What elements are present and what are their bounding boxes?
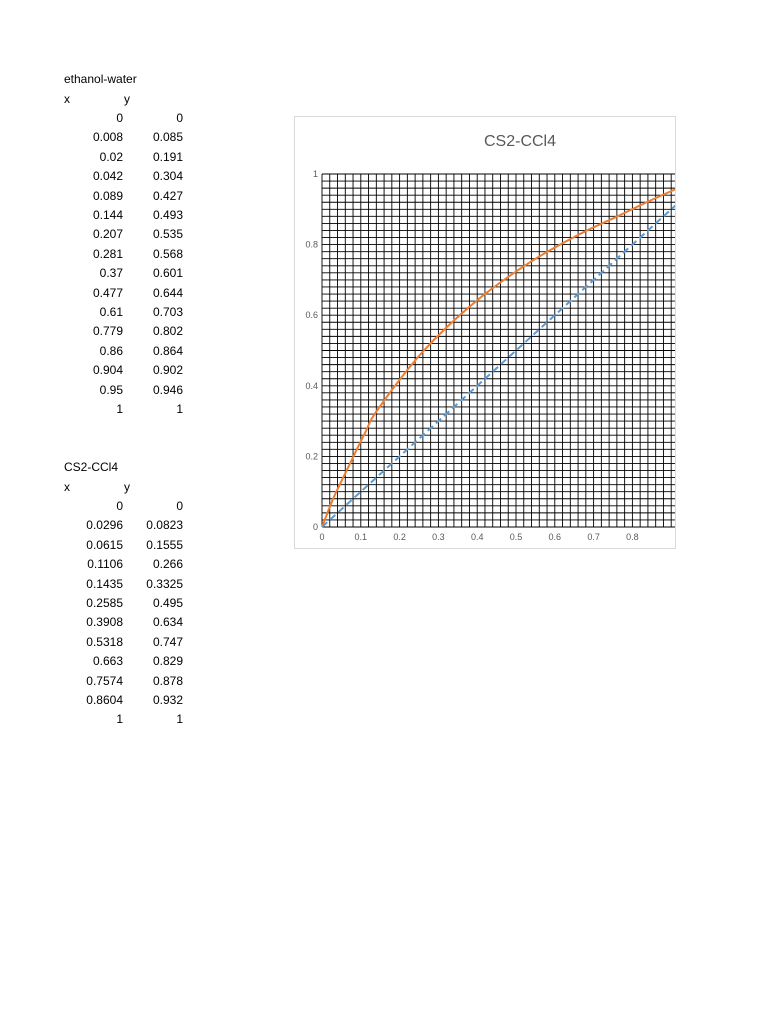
table-cell-y: 0.644 [152,285,183,300]
table-cell-x: 0 [116,499,123,513]
table-cell-y: 0.3325 [146,576,183,591]
y-tick-label: 0.2 [305,451,318,462]
table-cell-x: 0.8604 [86,693,123,707]
x-tick-label: 0 [319,532,325,542]
table-cell-x: 0.02 [99,149,123,164]
table-cell-y: 0.191 [152,149,183,164]
table-cell-x: 0.61 [99,305,123,319]
table-title-ethanol-water: ethanol-water [64,72,137,86]
table-cell-x: 0.37 [99,266,123,281]
x-tick-label: 0.6 [548,532,562,542]
table-cell-y: 0.493 [152,208,183,222]
table-cell-x: 0.144 [92,208,123,222]
table-cell-y: 0.568 [152,246,183,261]
x-tick-label: 0.3 [432,532,445,542]
table-cell-x: 0.3908 [86,615,123,630]
table-cell-x: 0.042 [92,169,123,184]
table-cell-y: 1 [176,402,183,416]
table-cell-y: 0.085 [152,130,183,145]
chart-title: CS2-CCl4 [483,133,556,150]
table-cell-y: 0.601 [152,266,183,281]
table-cell-y: 0.535 [152,227,183,242]
table-cell-y: 0.304 [152,169,183,184]
x-tick-label: 0.4 [470,532,484,542]
table-cell-y: 0 [176,111,183,125]
table-cell-x: 0.904 [92,363,123,378]
table-cell-y: 0.266 [152,557,183,572]
table-cell-x: 0.281 [92,246,123,261]
table-cell-x: 1 [116,402,123,416]
table-cell-y: 0.864 [152,343,183,358]
table-cell-x: 0.089 [92,188,123,203]
table-cell-y: 0.427 [152,188,183,203]
table-cell-y: 0.747 [152,634,183,649]
table-cell-y: 0.1555 [146,537,183,552]
y-tick-label: 0.4 [305,380,318,391]
table-cell-x: 0.008 [92,130,123,145]
table-cell-x: 0.2585 [86,596,123,610]
table-cell-y: 0.878 [152,673,183,688]
column-header-y: y [124,92,130,106]
table-cell-x: 0.779 [92,324,123,339]
table-cell-x: 0.0615 [86,537,123,552]
table-cell-x: 0.663 [92,654,123,669]
table-cell-x: 0.5318 [86,634,123,649]
column-header-x: x [64,92,70,106]
table-cell-x: 0.0296 [86,518,123,533]
table-title-cs2-ccl4: CS2-CCl4 [64,460,119,474]
x-tick-label: 0.1 [354,532,368,542]
table-cell-x: 0.95 [99,382,123,397]
x-tick-label: 0.5 [509,532,523,542]
column-header-y: y [124,480,130,494]
chart-area[interactable] [294,116,676,549]
table-cell-y: 1 [176,712,183,727]
table-cell-x: 0.1435 [86,576,123,591]
table-cell-x: 0.477 [92,285,123,300]
column-header-x: x [64,480,70,494]
y-tick-label: 1 [312,169,318,179]
x-tick-label: 0.8 [626,532,639,542]
table-cell-y: 0.902 [152,363,183,378]
chart-plot [295,117,675,548]
table-cell-y: 0 [176,499,183,513]
x-tick-label: 0.2 [393,532,406,542]
table-cell-y: 0.0823 [146,518,183,533]
table-cell-x: 0.1106 [87,557,123,572]
table-cell-y: 0.932 [152,693,183,707]
table-cell-y: 0.802 [152,324,183,339]
x-tick-label: 0.7 [587,532,600,542]
table-cell-x: 0.7574 [86,673,123,688]
table-cell-y: 0.829 [152,654,183,669]
table-cell-y: 0.703 [152,305,183,319]
y-tick-label: 0.8 [305,239,318,250]
table-cell-x: 0 [116,111,123,125]
table-cell-x: 0.207 [92,227,123,242]
y-tick-label: 0.6 [305,310,318,321]
table-cell-x: 1 [116,712,123,727]
table-cell-y: 0.495 [152,596,183,610]
y-tick-label: 0 [312,522,318,532]
table-cell-y: 0.946 [152,382,183,397]
table-cell-y: 0.634 [152,615,183,630]
table-cell-x: 0.86 [99,343,123,358]
